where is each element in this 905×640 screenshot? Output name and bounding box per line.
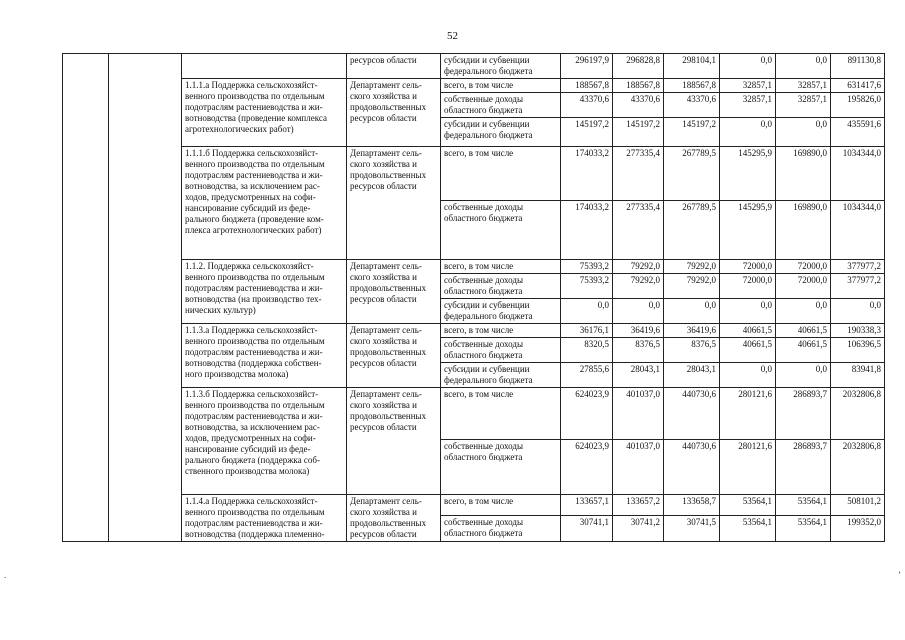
source-own-label: собственные доходы областного бюджета [441, 440, 561, 495]
agency-cell: Департамент сель- ского хозяйства и продовольственных ресурсов области [347, 260, 441, 324]
source-total-label: всего, в том числе [441, 388, 561, 440]
scan-mark-right: ’ [898, 570, 901, 580]
value-cell: 32857,1 [776, 79, 831, 93]
table-row [63, 388, 885, 440]
page-number: 52 [447, 30, 458, 42]
item-name-cell: 1.1.1.б Поддержка сельскохозяйст- венного производства по отдельным подотраслям растениеводства и жи- вотноводства, за исключением рас- ходов, предусмотренных на софи- нансирование субсидий из феде- рального бюджета (проведение ком- плекса агротехнологических работ) [182, 147, 347, 260]
value-cell: 145197,2 [561, 118, 613, 147]
value-cell: 624023,9 [561, 440, 613, 495]
value-cell: 40661,5 [720, 324, 776, 338]
value-total-cell: 83941,8 [831, 363, 885, 388]
value-cell: 30741,1 [561, 515, 613, 541]
value-cell: 53564,1 [776, 515, 831, 541]
value-cell: 440730,6 [664, 440, 720, 495]
value-cell: 40661,5 [776, 338, 831, 363]
value-cell: 75393,2 [561, 260, 613, 274]
value-cell: 401037,0 [613, 440, 664, 495]
blank-column-1 [63, 54, 109, 542]
table-row [63, 324, 885, 338]
value-cell: 280121,6 [720, 440, 776, 495]
value-cell: 40661,5 [776, 324, 831, 338]
value-cell: 169890,0 [776, 201, 831, 260]
table-row [63, 147, 885, 201]
table-row [63, 495, 885, 516]
blank-column-2 [109, 54, 182, 542]
value-cell: 296197,9 [561, 54, 613, 79]
value-total-cell: 631417,6 [831, 79, 885, 93]
value-cell: 145295,9 [720, 201, 776, 260]
value-cell: 0,0 [720, 363, 776, 388]
source-own-label: собственные доходы областного бюджета [441, 515, 561, 541]
value-cell: 0,0 [776, 363, 831, 388]
value-cell: 277335,4 [613, 147, 664, 201]
value-cell: 0,0 [720, 118, 776, 147]
value-cell: 0,0 [776, 54, 831, 79]
budget-table [62, 53, 885, 542]
value-cell: 286893,7 [776, 440, 831, 495]
source-own-label: собственные доходы областного бюджета [441, 274, 561, 299]
value-total-cell: 199352,0 [831, 515, 885, 541]
source-total-label: всего, в том числе [441, 147, 561, 201]
agency-cell: Департамент сель- ского хозяйства и продовольственных ресурсов области [347, 147, 441, 260]
agency-cell: Департамент сель- ского хозяйства и продовольственных ресурсов области [347, 79, 441, 147]
value-total-cell: 106396,5 [831, 338, 885, 363]
item-name-cell: 1.1.1.а Поддержка сельскохозяйст- венного производства по отдельным подотраслям растениеводства и жи- вотноводства (проведение комплекса агротехнологических работ) [182, 79, 347, 147]
value-total-cell: 0,0 [831, 299, 885, 324]
value-cell: 188567,8 [613, 79, 664, 93]
table-row [63, 79, 885, 93]
value-cell: 188567,8 [561, 79, 613, 93]
source-total-label: всего, в том числе [441, 495, 561, 516]
source-fed-label: субсидии и субвенции федерального бюджета [441, 54, 561, 79]
value-cell: 43370,6 [664, 93, 720, 118]
value-total-cell: 1034344,0 [831, 201, 885, 260]
value-cell: 79292,0 [613, 260, 664, 274]
agency-cell: ресурсов области [347, 54, 441, 79]
value-cell: 0,0 [720, 54, 776, 79]
value-cell: 32857,1 [720, 79, 776, 93]
value-cell: 43370,6 [613, 93, 664, 118]
value-total-cell: 435591,6 [831, 118, 885, 147]
value-cell: 145197,2 [613, 118, 664, 147]
agency-cell: Департамент сель- ского хозяйства и продовольственных ресурсов области [347, 495, 441, 542]
value-cell: 0,0 [720, 299, 776, 324]
value-cell: 624023,9 [561, 388, 613, 440]
value-cell: 145197,2 [664, 118, 720, 147]
source-fed-label: субсидии и субвенции федерального бюджета [441, 299, 561, 324]
value-total-cell: 195826,0 [831, 93, 885, 118]
value-cell: 174033,2 [561, 147, 613, 201]
value-cell: 53564,1 [720, 515, 776, 541]
source-total-label: всего, в том числе [441, 260, 561, 274]
value-cell: 0,0 [613, 299, 664, 324]
agency-cell: Департамент сель- ского хозяйства и продовольственных ресурсов области [347, 388, 441, 495]
value-cell: 30741,2 [613, 515, 664, 541]
table-row [63, 260, 885, 274]
value-total-cell: 508101,2 [831, 495, 885, 516]
value-cell: 72000,0 [776, 260, 831, 274]
value-cell: 401037,0 [613, 388, 664, 440]
source-total-label: всего, в том числе [441, 324, 561, 338]
item-name-cell: 1.1.3.а Поддержка сельскохозяйст- венного производства по отдельным подотраслям растениеводства и жи- вотноводства (поддержка собствен- ного производства молока) [182, 324, 347, 388]
value-cell: 145295,9 [720, 147, 776, 201]
value-total-cell: 190338,3 [831, 324, 885, 338]
value-cell: 188567,8 [664, 79, 720, 93]
source-fed-label: субсидии и субвенции федерального бюджета [441, 118, 561, 147]
value-total-cell: 891130,8 [831, 54, 885, 79]
value-cell: 72000,0 [776, 274, 831, 299]
value-total-cell: 377977,2 [831, 260, 885, 274]
value-cell: 298104,1 [664, 54, 720, 79]
item-name-cell: 1.1.4.а Поддержка сельскохозяйст- венного производства по отдельным подотраслям растениеводства и жи- вотноводства (поддержка племенно- [182, 495, 347, 542]
value-cell: 40661,5 [720, 338, 776, 363]
item-name-cell: 1.1.3.б Поддержка сельскохозяйст- венного производства по отдельным подотраслям растениеводства и жи- вотноводства, за исключением рас- ходов, предусмотренных на софи- нансирование субсидий из феде- рального бюджета (поддержка соб- ственного производства молока) [182, 388, 347, 495]
value-cell: 267789,5 [664, 201, 720, 260]
value-cell: 133658,7 [664, 495, 720, 516]
source-own-label: собственные доходы областного бюджета [441, 338, 561, 363]
item-name-cell: 1.1.2. Поддержка сельскохозяйст- венного производства по отдельным подотраслям растениеводства и жи- вотноводства (на производство тех- нических культур) [182, 260, 347, 324]
value-cell: 8320,5 [561, 338, 613, 363]
value-cell: 267789,5 [664, 147, 720, 201]
source-own-label: собственные доходы областного бюджета [441, 201, 561, 260]
value-total-cell: 377977,2 [831, 274, 885, 299]
value-cell: 28043,1 [664, 363, 720, 388]
source-fed-label: субсидии и субвенции федерального бюджета [441, 363, 561, 388]
value-total-cell: 1034344,0 [831, 147, 885, 201]
value-cell: 133657,2 [613, 495, 664, 516]
value-cell: 27855,6 [561, 363, 613, 388]
value-cell: 32857,1 [776, 93, 831, 118]
value-total-cell: 2032806,8 [831, 388, 885, 440]
agency-cell: Департамент сель- ского хозяйства и продовольственных ресурсов области [347, 324, 441, 388]
value-cell: 0,0 [776, 299, 831, 324]
value-cell: 286893,7 [776, 388, 831, 440]
value-cell: 169890,0 [776, 147, 831, 201]
value-cell: 30741,5 [664, 515, 720, 541]
value-cell: 53564,1 [776, 495, 831, 516]
value-cell: 43370,6 [561, 93, 613, 118]
value-cell: 32857,1 [720, 93, 776, 118]
source-total-label: всего, в том числе [441, 79, 561, 93]
source-own-label: собственные доходы областного бюджета [441, 93, 561, 118]
value-cell: 0,0 [664, 299, 720, 324]
value-cell: 296828,8 [613, 54, 664, 79]
value-cell: 277335,4 [613, 201, 664, 260]
value-cell: 79292,0 [664, 274, 720, 299]
value-cell: 36176,1 [561, 324, 613, 338]
value-cell: 280121,6 [720, 388, 776, 440]
value-cell: 8376,5 [664, 338, 720, 363]
value-cell: 36419,6 [664, 324, 720, 338]
value-cell: 53564,1 [720, 495, 776, 516]
value-cell: 133657,1 [561, 495, 613, 516]
value-total-cell: 2032806,8 [831, 440, 885, 495]
value-cell: 75393,2 [561, 274, 613, 299]
table-row-continuation [63, 54, 885, 79]
value-cell: 72000,0 [720, 260, 776, 274]
value-cell: 79292,0 [613, 274, 664, 299]
value-cell: 79292,0 [664, 260, 720, 274]
value-cell: 8376,5 [613, 338, 664, 363]
value-cell: 174033,2 [561, 201, 613, 260]
value-cell: 28043,1 [613, 363, 664, 388]
value-cell: 0,0 [561, 299, 613, 324]
value-cell: 0,0 [776, 118, 831, 147]
value-cell: 36419,6 [613, 324, 664, 338]
value-cell: 72000,0 [720, 274, 776, 299]
scan-mark-left: . [4, 570, 7, 580]
item-name-cell [182, 54, 347, 79]
value-cell: 440730,6 [664, 388, 720, 440]
